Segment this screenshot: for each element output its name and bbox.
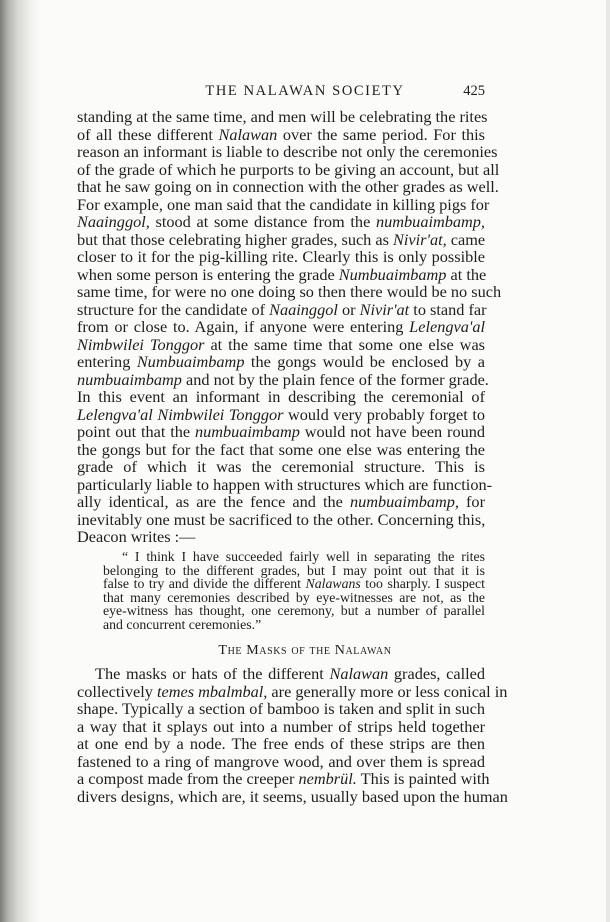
running-header: THE NALAWAN SOCIETY <box>205 83 405 99</box>
text-run: the gongs would be enclosed by a <box>244 352 485 371</box>
text-run: a compost made from the creeper <box>77 769 299 788</box>
text-run: standing at the same time, and men will be celebrating the rites <box>77 107 488 126</box>
text-run: that many ceremonies described by eye-witnesses are not, as the <box>103 589 485 605</box>
text-line <box>77 493 485 510</box>
text-run: collectively <box>77 681 158 701</box>
text-line <box>77 474 493 494</box>
text-run: a way that it splays out into a number of strips held together <box>77 716 485 736</box>
italic-term: Nimbwilei Tonggor <box>77 334 205 354</box>
text-run: and not by the plain fence of the former grade. <box>181 369 489 389</box>
text-line <box>77 353 485 370</box>
text-run: inevitably one must be sacrificed to the other. Concerning this, <box>77 509 486 529</box>
italic-term: Nivir'at, <box>393 229 447 249</box>
text-run: from or close to. Again, if anyone were entering <box>77 317 410 336</box>
text-run: would very probably forget to <box>283 404 485 424</box>
text-line <box>77 735 485 752</box>
italic-term: Numbuaimbamp <box>136 352 245 371</box>
book-binding-shadow <box>0 0 40 922</box>
text-run: same time, for were no one doing so then there would be no such <box>77 282 502 301</box>
text-line <box>77 301 485 318</box>
text-line <box>103 618 485 631</box>
text-line <box>77 786 508 806</box>
italic-term: numbuaimbamp, <box>376 212 485 231</box>
text-line <box>77 159 500 179</box>
italic-term: numbuaimbamp, <box>349 492 459 511</box>
text-line <box>77 282 502 301</box>
text-line <box>77 142 498 161</box>
italic-term: nembrül. <box>298 769 357 788</box>
text-run: when some person is entering the grade <box>77 264 339 284</box>
italic-term: Nalawan <box>329 664 389 683</box>
text-run: false to try and divide the different <box>103 576 306 592</box>
text-line <box>77 718 485 735</box>
italic-term: Naainggol, <box>77 212 150 231</box>
italic-term: numbuaimbamp <box>77 369 182 389</box>
section-heading: The Masks of the Nalawan <box>218 643 392 658</box>
italic-term: Numbuaimbamp <box>338 264 447 284</box>
text-run: The masks or hats of the different <box>95 664 330 683</box>
text-line <box>103 564 485 577</box>
text-run: the gongs but for the fact that some one else was entering the <box>77 439 485 459</box>
text-line <box>77 753 485 770</box>
text-run: at one end by a node. The free ends of these strips are then <box>77 734 485 753</box>
text-line <box>77 681 508 701</box>
text-line <box>103 604 485 617</box>
text-run: to stand far <box>409 299 487 319</box>
italic-term: Naainggol <box>269 299 338 319</box>
text-line <box>77 336 485 353</box>
text-line <box>77 458 485 475</box>
text-run: belonging to the different grades, but I may point out that it is <box>103 562 485 578</box>
text-line <box>77 700 485 717</box>
text-run: for <box>458 492 485 511</box>
text-run: but that those celebrating higher grades, such as <box>77 229 394 249</box>
text-line <box>77 769 490 788</box>
italic-term: numbuaimbamp <box>194 422 300 441</box>
text-run: entering <box>77 352 137 371</box>
text-line <box>77 231 485 248</box>
text-run: and concurrent ceremonies.” <box>103 617 262 632</box>
page-edge <box>606 0 610 922</box>
italic-term: temes mbalmbal, <box>157 681 268 701</box>
page-number: 425 <box>463 83 485 99</box>
italic-term: Lelengva'al Nimbwilei Tonggor <box>77 404 284 424</box>
text-run: In this event an informant in describing the ceremonial of <box>77 387 485 406</box>
text-run: Deacon writes :— <box>77 527 196 546</box>
text-line <box>77 248 485 265</box>
text-line <box>77 528 485 545</box>
text-line <box>77 213 485 230</box>
text-run: would not have been round <box>299 422 486 441</box>
text-run: ally identical, as are the fence and the <box>77 492 350 511</box>
italic-term: Nalawan <box>218 124 278 144</box>
text-run: or <box>337 299 360 319</box>
text-run: closer to it for the pig-killing rite. Clearly this is only possible <box>77 247 485 266</box>
text-run: point out that the <box>77 422 195 441</box>
text-line <box>77 388 485 405</box>
text-run: structure for the candidate of <box>77 299 270 319</box>
text-line <box>77 318 485 335</box>
text-line <box>77 441 485 458</box>
text-line <box>77 266 485 283</box>
text-run: divers designs, which are, it seems, usually based upon the human <box>77 786 508 806</box>
text-run: of all these different <box>77 124 219 144</box>
text-line <box>77 107 488 126</box>
italic-term: Lelengva'al <box>409 317 485 336</box>
text-line <box>77 177 499 196</box>
text-run: too sharply. I suspect <box>360 576 485 592</box>
text-line <box>77 126 485 143</box>
text-line <box>77 511 485 528</box>
text-run: at the same time that some one else was <box>204 334 486 354</box>
italic-term: Nalawans <box>305 576 361 592</box>
text-run: that he saw going on in connection with the other grades as well. <box>77 177 499 196</box>
text-line <box>77 369 489 389</box>
text-run: This is painted with <box>356 769 490 788</box>
text-run: For example, one man said that the candidate in killing pigs for <box>77 194 490 214</box>
text-run: reason an informant is liable to describe not only the ceremonies <box>77 142 498 161</box>
text-run: fastened to a ring of mangrove wood, and over them is spread <box>77 751 485 771</box>
text-run: particularly liable to happen with structures which are function- <box>77 474 493 494</box>
text-run: are generally more or less conical in <box>267 681 508 701</box>
text-line <box>122 550 485 563</box>
text-run: stood at some distance from the <box>149 212 376 231</box>
text-line <box>77 194 490 214</box>
text-run: came <box>446 229 486 249</box>
text-line <box>103 591 485 604</box>
text-run: shape. Typically a section of bamboo is taken and split in such <box>77 699 485 718</box>
text-run: eye-witness has thought, one ceremony, but a number of parallel <box>103 603 485 619</box>
italic-term: Nivir'at <box>359 299 410 319</box>
text-line <box>77 423 485 440</box>
text-run: grades, called <box>388 664 485 683</box>
text-run: at the <box>446 264 487 284</box>
text-run: over the same period. For this <box>277 124 485 144</box>
text-run: of the grade of which he purports to be giving an account, but all <box>77 159 500 179</box>
text-run: grade of which it was the ceremonial structure. This is <box>77 457 485 476</box>
text-run: “ I think I have succeeded fairly well in separating the rites <box>122 549 485 564</box>
text-line <box>103 577 485 590</box>
text-line <box>77 406 485 423</box>
text-line <box>95 665 485 682</box>
